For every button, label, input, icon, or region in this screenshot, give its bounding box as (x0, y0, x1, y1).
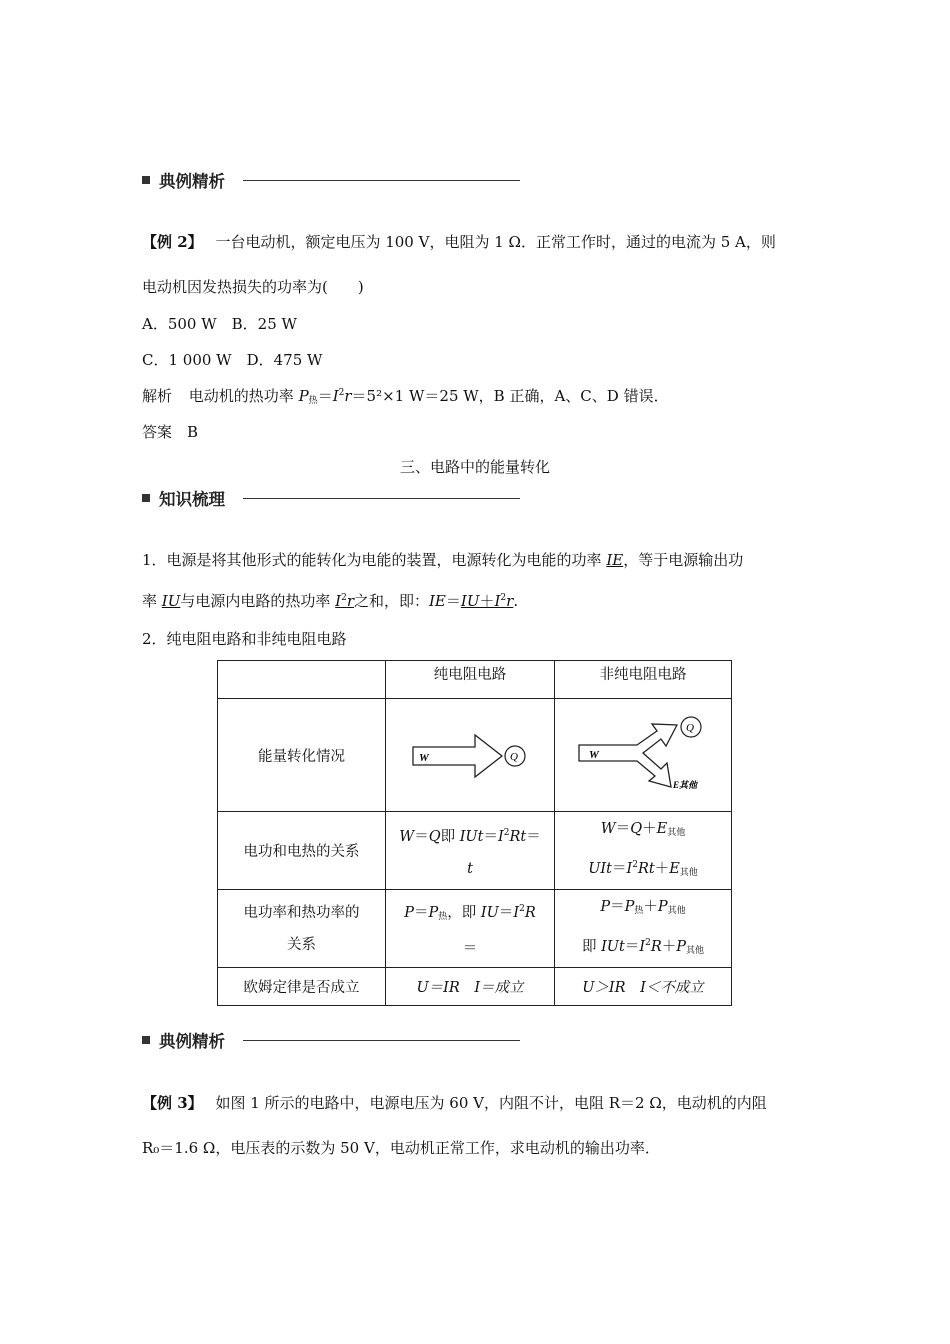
row-label-energy: 能量转化情况 (218, 699, 386, 812)
example2-options-cd: C．1 000 W D．475 W (142, 351, 323, 369)
nonpure-energy-diagram (555, 699, 732, 812)
analysis-text-post: ＝5²×1 W＝25 W，B 正确，A、C、D 错误． (351, 387, 669, 405)
pure-power: $P=P_热$，即 $IU=I^2R$ ＝ (386, 890, 555, 968)
example2-tag: 【例 2】 (142, 233, 203, 251)
diagram-e-other-label: E其他 (673, 780, 698, 790)
analysis-text-pre: 电动机的热功率 (188, 387, 299, 405)
knowledge-item1-line2: 率 IU与电源内电路的热功率 $I^2r$之和，即：$IE=IU+I^2r$. (142, 592, 519, 610)
row-label-work-heat: 电功和电热的关系 (218, 812, 386, 890)
nonpure-power: $P=P_热+P_{其他}$ 即 $IUt=I^2R+P_{其他}$ (555, 890, 732, 968)
example3-question-line2: R₀＝1.6 Ω，电压表的示数为 50 V，电动机正常工作，求电动机的输出功率． (142, 1139, 660, 1157)
bullet-square-icon (142, 494, 150, 502)
pure-ohm: U＝IR I＝成立 (386, 968, 555, 1006)
nonpure-resistor-arrow-diagram (573, 715, 713, 795)
example3-question-line1: 如图 1 所示的电路中，电源电压为 60 V，内阻不计，电阻 R＝2 Ω，电动机的内阻 (215, 1094, 767, 1112)
example3-tag: 【例 3】 (142, 1094, 203, 1112)
diagram-w-label: W (419, 752, 429, 764)
example2-options-ab: A．500 W B．25 W (142, 315, 297, 333)
knowledge-item2: 2．纯电阻电路和非纯电阻电路 (142, 630, 347, 648)
section-heading-example-2 (142, 1028, 225, 1052)
heading-rule (243, 1040, 520, 1041)
pure-resistor-arrow-diagram (405, 725, 535, 785)
diagram-q-label: Q (510, 751, 518, 763)
example2-answer: 答案 B (142, 423, 199, 441)
section-heading-text: 典例精析 (159, 172, 225, 191)
row-label-power: 电功率和热功率的 关系 (218, 890, 386, 968)
pure-energy-diagram (386, 699, 555, 812)
pure-work-heat: W＝Q即 $IUt=I^2Rt=$ t (386, 812, 555, 890)
table-row-work-heat (218, 812, 732, 890)
heading-rule (243, 498, 520, 499)
circuit-comparison-table (217, 660, 732, 1006)
knowledge-item1-line1: 1．电源是将其他形式的能转化为电能的装置，电源转化为电能的功率 IE，等于电源输出功 (142, 551, 744, 569)
example2-question-line1: 一台电动机，额定电压为 100 V，电阻为 1 Ω．正常工作时，通过的电流为 5 A，则 (215, 233, 776, 251)
table-header-row (218, 661, 732, 699)
table-header-pure: 纯电阻电路 (386, 661, 555, 699)
bullet-square-icon (142, 1036, 150, 1044)
section-heading-text: 典例精析 (159, 1032, 225, 1051)
table-header-nonpure: 非纯电阻电路 (555, 661, 732, 699)
diagram-w-label: W (589, 749, 599, 761)
nonpure-ohm: U＞IR I＜不成立 (555, 968, 732, 1006)
table-header-blank (218, 661, 386, 699)
analysis-label: 解析 (142, 387, 173, 405)
table-row-energy (218, 699, 732, 812)
row-label-ohm: 欧姆定律是否成立 (218, 968, 386, 1006)
example2-line1 (142, 231, 776, 252)
table-row-power (218, 890, 732, 968)
section3-title: 三、电路中的能量转化 (399, 458, 550, 476)
heading-rule (243, 180, 520, 181)
example2-analysis: 解析 电动机的热功率 $P_热=I^2r=5^2\times 1$ W＝25 W，B 正确，A、C、D 错误． (142, 387, 669, 406)
table-row-ohm (218, 968, 732, 1006)
example3-line1 (142, 1092, 767, 1113)
section-heading-knowledge (142, 486, 225, 510)
bullet-square-icon (142, 176, 150, 184)
section-heading-example (142, 168, 225, 192)
example2-question-line2: 电动机因发热损失的功率为( ) (142, 278, 364, 296)
section-heading-text: 知识梳理 (159, 490, 225, 509)
nonpure-work-heat: $W=Q+E_{其他}$ $UIt=I^2Rt+E_{其他}$ (555, 812, 732, 890)
diagram-q-label: Q (686, 722, 694, 734)
